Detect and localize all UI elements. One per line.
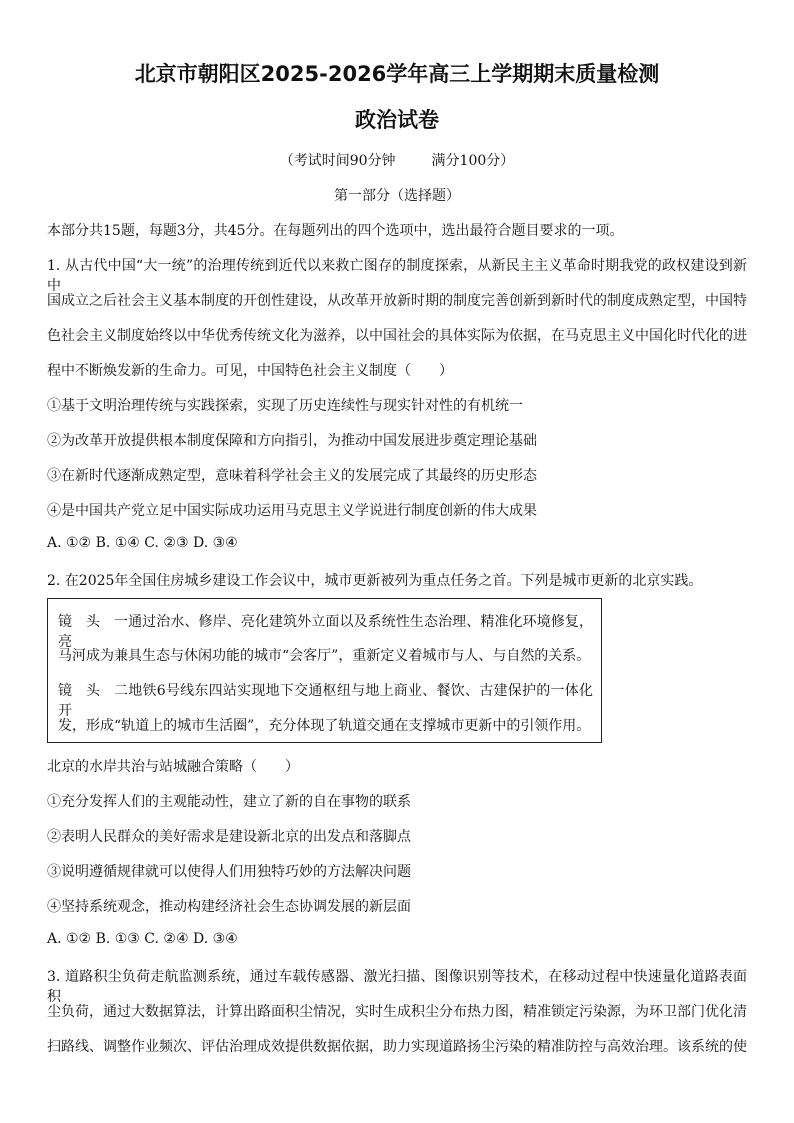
q3-stem-line: 尘负荷，通过大数据算法，计算出路面积尘情况，实时生成积尘分布热力图，精准锁定污染源，为环卫部门优化清 [47,1004,747,1020]
q2-option: ①充分发挥人们的主观能动性，建立了新的自在事物的联系 [47,794,411,810]
scene1-line: 镜头一通过治水、修岸、亮化建筑外立面以及系统性生态治理、精准化环境修复，亮 [58,611,593,651]
exam-score: 满分100分） [431,153,515,169]
q1-choices: A. ①② B. ①④ C. ②③ D. ③④ [47,535,238,551]
q3-stem-line: 3. 道路积尘负荷走航监测系统，通过车载传感器、激光扫描、图像识别等技术，在移动过程中快速量化道路表面积 [47,969,747,1005]
q2-option: ②表明人民群众的美好需求是建设新北京的出发点和落脚点 [47,829,411,845]
q1-stem-line: 1. 从古代中国“大一统”的治理传统到近代以来救亡图存的制度探索，从新民主主义革命时期我党的政权建设到新中 [47,258,747,294]
exam-title: 北京市朝阳区2025-2026学年高三上学期期末质量检测 [134,62,660,86]
q1-stem-line: 色社会主义制度始终以中华优秀传统文化为滋养，以中国社会的具体实际为依据，在马克思主义中国化时代化的进 [47,328,747,344]
q1-stem-line: 国成立之后社会主义基本制度的开创性建设，从改革开放新时期的制度完善创新到新时代的制度成熟定型，中国特 [47,293,747,309]
q1-stem-line: 程中不断焕发新的生命力。可见，中国特色社会主义制度（ ） [47,363,453,379]
exam-time: （考试时间90分钟 [279,153,396,169]
scene2-line: 镜头二地铁6号线东四站实现地下交通枢纽与地上商业、餐饮、古建保护的一体化开 [58,680,593,720]
q1-option: ②为改革开放提供根本制度保障和方向指引，为推动中国发展进步奠定理论基础 [47,433,537,449]
q3-stem-line: 扫路线、调整作业频次、评估治理成效提供数据依据，助力实现道路扬尘污染的精准防控与高效治理。该系统的使 [47,1039,747,1055]
subject-title: 政治试卷 [355,108,439,132]
q2-option: ③说明遵循规律就可以使得人们用独特巧妙的方法解决问题 [47,864,411,880]
q1-option: ①基于文明治理传统与实践探索，实现了历史连续性与现实针对性的有机统一 [47,398,523,414]
part-heading: 第一部分（选择题） [334,188,460,204]
q2-choices: A. ①② B. ①③ C. ②④ D. ③④ [47,931,238,947]
scene1-line: 马河成为兼具生态与休闲功能的城市“会客厅”，重新定义着城市与人、与自然的关系。 [58,648,591,664]
q1-option: ③在新时代逐渐成熟定型，意味着科学社会主义的发展完成了其最终的历史形态 [47,468,537,484]
instructions: 本部分共15题，每题3分，共45分。在每题列出的四个选项中，选出最符合题目要求的一项。 [47,223,624,239]
scene1-label: 镜头一 [58,614,128,630]
q2-stem: 2. 在2025年全国住房城乡建设工作会议中，城市更新被列为重点任务之首。下列是城市更新的北京实践。 [47,573,703,589]
q2-option: ④坚持系统观念，推动构建经济社会生态协调发展的新层面 [47,899,411,915]
q2-material-box [47,598,602,743]
scene2-label: 镜头二 [58,683,128,699]
q2-question: 北京的水岸共治与站城融合策略（ ） [47,759,299,775]
exam-meta [0,150,794,170]
scene2-line: 发，形成“轨道上的城市生活圈”，充分体现了轨道交通在支撑城市更新中的引领作用。 [58,718,591,734]
q1-option: ④是中国共产党立足中国实际成功运用马克思主义学说进行制度创新的伟大成果 [47,503,537,519]
